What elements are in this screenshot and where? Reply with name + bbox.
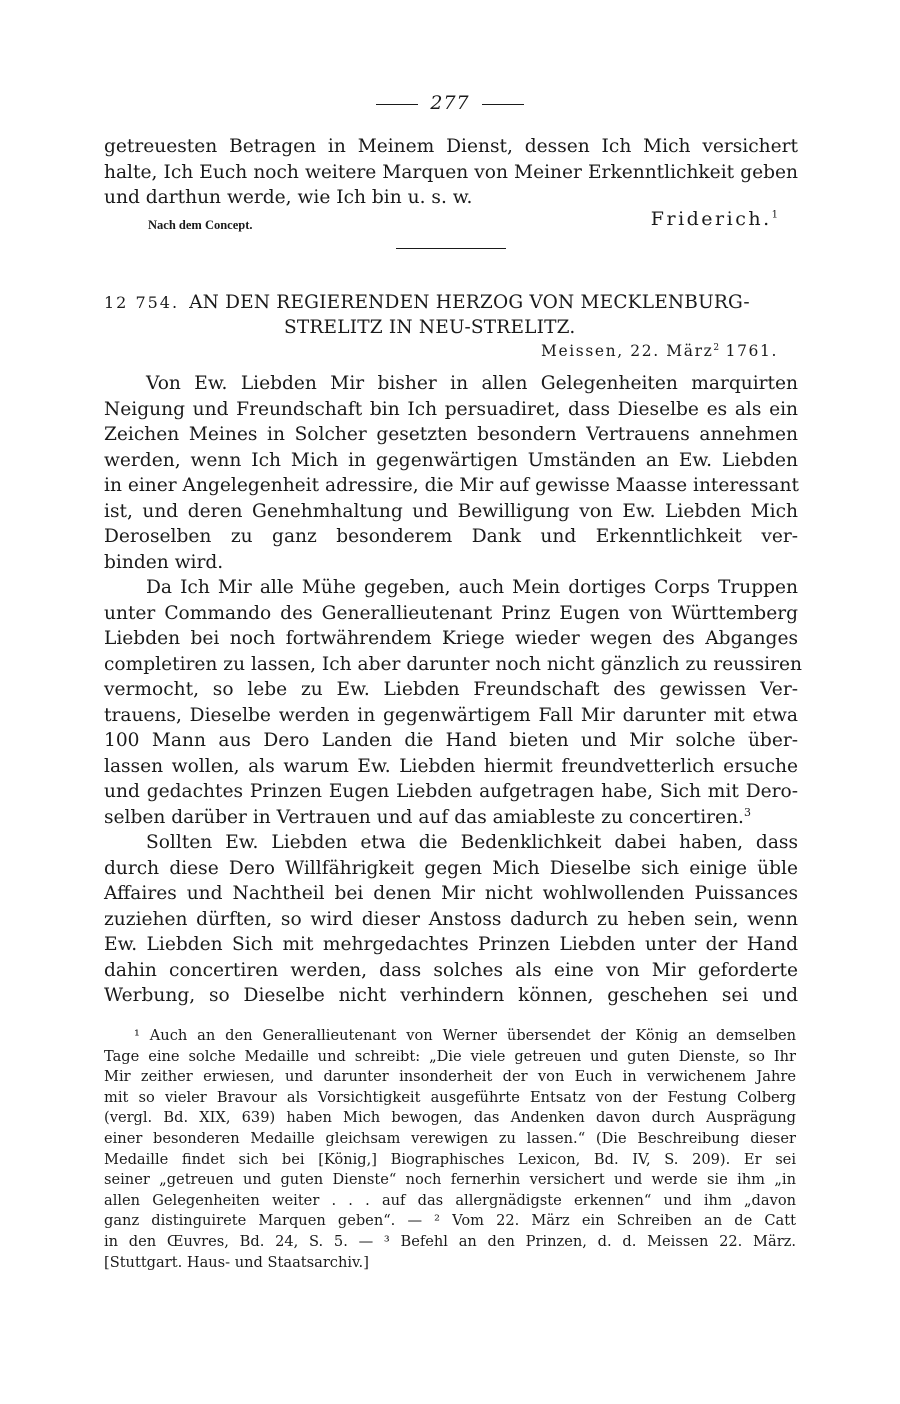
text-line: in einer Angelegenheit adressire, die Mir auf gewisse Maasse interessant [104,475,799,496]
text-line: lassen wollen, als warum Ew. Liebden hiermit freundvetterlich ersuche [104,755,798,777]
signature-name: Friderich. [650,208,772,230]
text-line: halte, Ich Euch noch weitere Marquen von Meiner Erkenntlichkeit geben [104,161,798,183]
text-line [104,805,798,831]
footnote-ref: 1 [771,209,778,221]
text-line: Sollten Ew. Liebden etwa die Bedenklichkeit dabei haben, dass [146,832,798,853]
text-line: Von Ew. Liebden Mir bisher in allen Gelegenheiten marquirten [146,373,798,394]
footnote-line: ganz distinguirete Marquen geben“. — ² Vom 22. März ein Schreiben an de Catt [104,1212,796,1230]
source-note: Nach dem Concept. [148,218,253,232]
text-line: und darthun werde, wie Ich bin u. s. w. [104,187,473,208]
page-number-text: 277 [430,92,470,114]
page-number [0,92,900,114]
text-line: Werbung, so Dieselbe nicht verhindern können, geschehen sei und [104,985,798,1006]
text-line: Liebden bei noch fortwährendem Kriege wieder wegen des Abganges [104,628,798,649]
letter-body [104,371,802,1009]
text-line: dahin concertiren werden, dass solches als eine von Mir geforderte [104,959,798,981]
footnote-line: einer besonderen Medaille gleichsam verewigen zu lassen.“ (Die Beschreibung dieser [104,1129,796,1147]
text-line: Affaires und Nachtheil bei denen Mir nicht wohlwollenden Puissances [104,883,798,904]
footnotes [104,1026,796,1273]
text-line: Zeichen Meines in Solcher gesetzten besondern Vertrauens annehmen [104,424,798,445]
text-line: completiren zu lassen, Ich aber darunter noch nicht gänzlich zu reussiren [104,653,802,675]
text-line: Deroselben zu ganz besonderem Dank und Erkenntlichkeit ver- [104,526,798,547]
footnote-line: Medaille findet sich bei [König,] Biographisches Lexicon, Bd. IV, S. 209). Er sei [104,1150,796,1168]
heading-text-1: AN DEN REGIERENDEN HERZOG VON MECKLENBURG- [189,292,750,313]
section-separator [396,248,506,249]
text-line: getreuesten Betragen in Meinem Dienst, dessen Ich Mich versichert [104,136,798,157]
continued-text [104,134,798,211]
text-line-content: selben darüber in Vertrauen und auf das amiableste zu concertiren. [104,806,744,828]
text-line: trauens, Dieselbe werden in gegenwärtigem Fall Mir darunter mit etwa [104,704,798,726]
footnote-line: ¹ Auch an den Generallieutenant von Werner übersendet der König an demselben [134,1027,796,1044]
footnote-line: in den Œuvres, Bd. 24, S. 5. — ³ Befehl an den Prinzen, d. d. Meissen 22. März. [104,1232,796,1250]
text-line: werden, wenn Ich Mich in gegenwärtigen Umständen an Ew. Liebden [104,449,798,471]
footnote-line: allen Gelegenheiten weiter . . . auf das allergnädigste erkennen“ und ihm „davon [104,1191,796,1209]
text-line: ist, und deren Genehmhaltung und Bewilligung von Ew. Liebden Mich [104,500,798,522]
dateline [541,342,778,360]
footnote-line: Mir zeither erwiesen, und darunter insonderheit der von Euch in verwichenem Jahre [104,1068,796,1086]
footnote-line: seiner „getreuen und guten Dienste“ noch fernerhin versichert und werde sie ihm „in [104,1171,796,1189]
footnote-line: [Stuttgart. Haus- und Staatsarchiv.] [104,1253,369,1271]
date-year: 1761. [725,342,778,360]
footnote-line: (vergl. Bd. XIX, 639) haben Mich bewogen, das Andenken davon durch Ausprägung [104,1109,796,1127]
text-line: Da Ich Mir alle Mühe gegeben, auch Mein dortiges Corps Truppen [146,577,798,598]
footnote-ref: 2 [713,342,720,353]
text-line: vermocht, so lebe zu Ew. Liebden Freundschaft des gewissen Ver- [104,679,798,700]
signature [651,208,778,230]
text-line: durch diese Dero Willfährigkeit gegen Mich Dieselbe sich einige üble [104,857,798,879]
footnote-line: Tage eine solche Medaille und schreibt: „Die viele getreuen und guten Dienste, so Ihr [104,1047,796,1065]
text-line: Ew. Liebden Sich mit mehrgedachtes Prinzen Liebden unter der Hand [104,934,798,955]
closing-row [148,208,778,238]
page-number-dash-left [376,104,418,105]
text-line: 100 Mann aus Dero Landen die Hand bieten und Mir solche über- [104,730,798,751]
heading-line-1 [104,290,804,315]
footnote-ref: 3 [743,805,751,819]
letter-heading [104,290,804,340]
text-line: zuziehen dürften, so wird dieser Anstoss dadurch zu heben sein, wenn [104,908,798,930]
page-number-dash-right [482,104,524,105]
heading-line-2: STRELITZ IN NEU-STRELITZ. [284,317,576,338]
footnote-line: mit so vieler Bravour als Vorsichtigkeit ausgeführte Entsatz von der Festung Colberg [104,1088,796,1106]
text-line: Neigung und Freundschaft bin Ich persuadiret, dass Dieselbe es als ein [104,398,798,420]
text-line: und gedachtes Prinzen Eugen Liebden aufgetragen habe, Sich mit Dero- [104,781,798,802]
date-place: Meissen, 22. März [540,342,714,360]
letter-number: 12 754. [104,293,180,312]
text-line: unter Commando des Generallieutenant Prinz Eugen von Württemberg [104,602,798,624]
text-line: binden wird. [104,551,224,573]
